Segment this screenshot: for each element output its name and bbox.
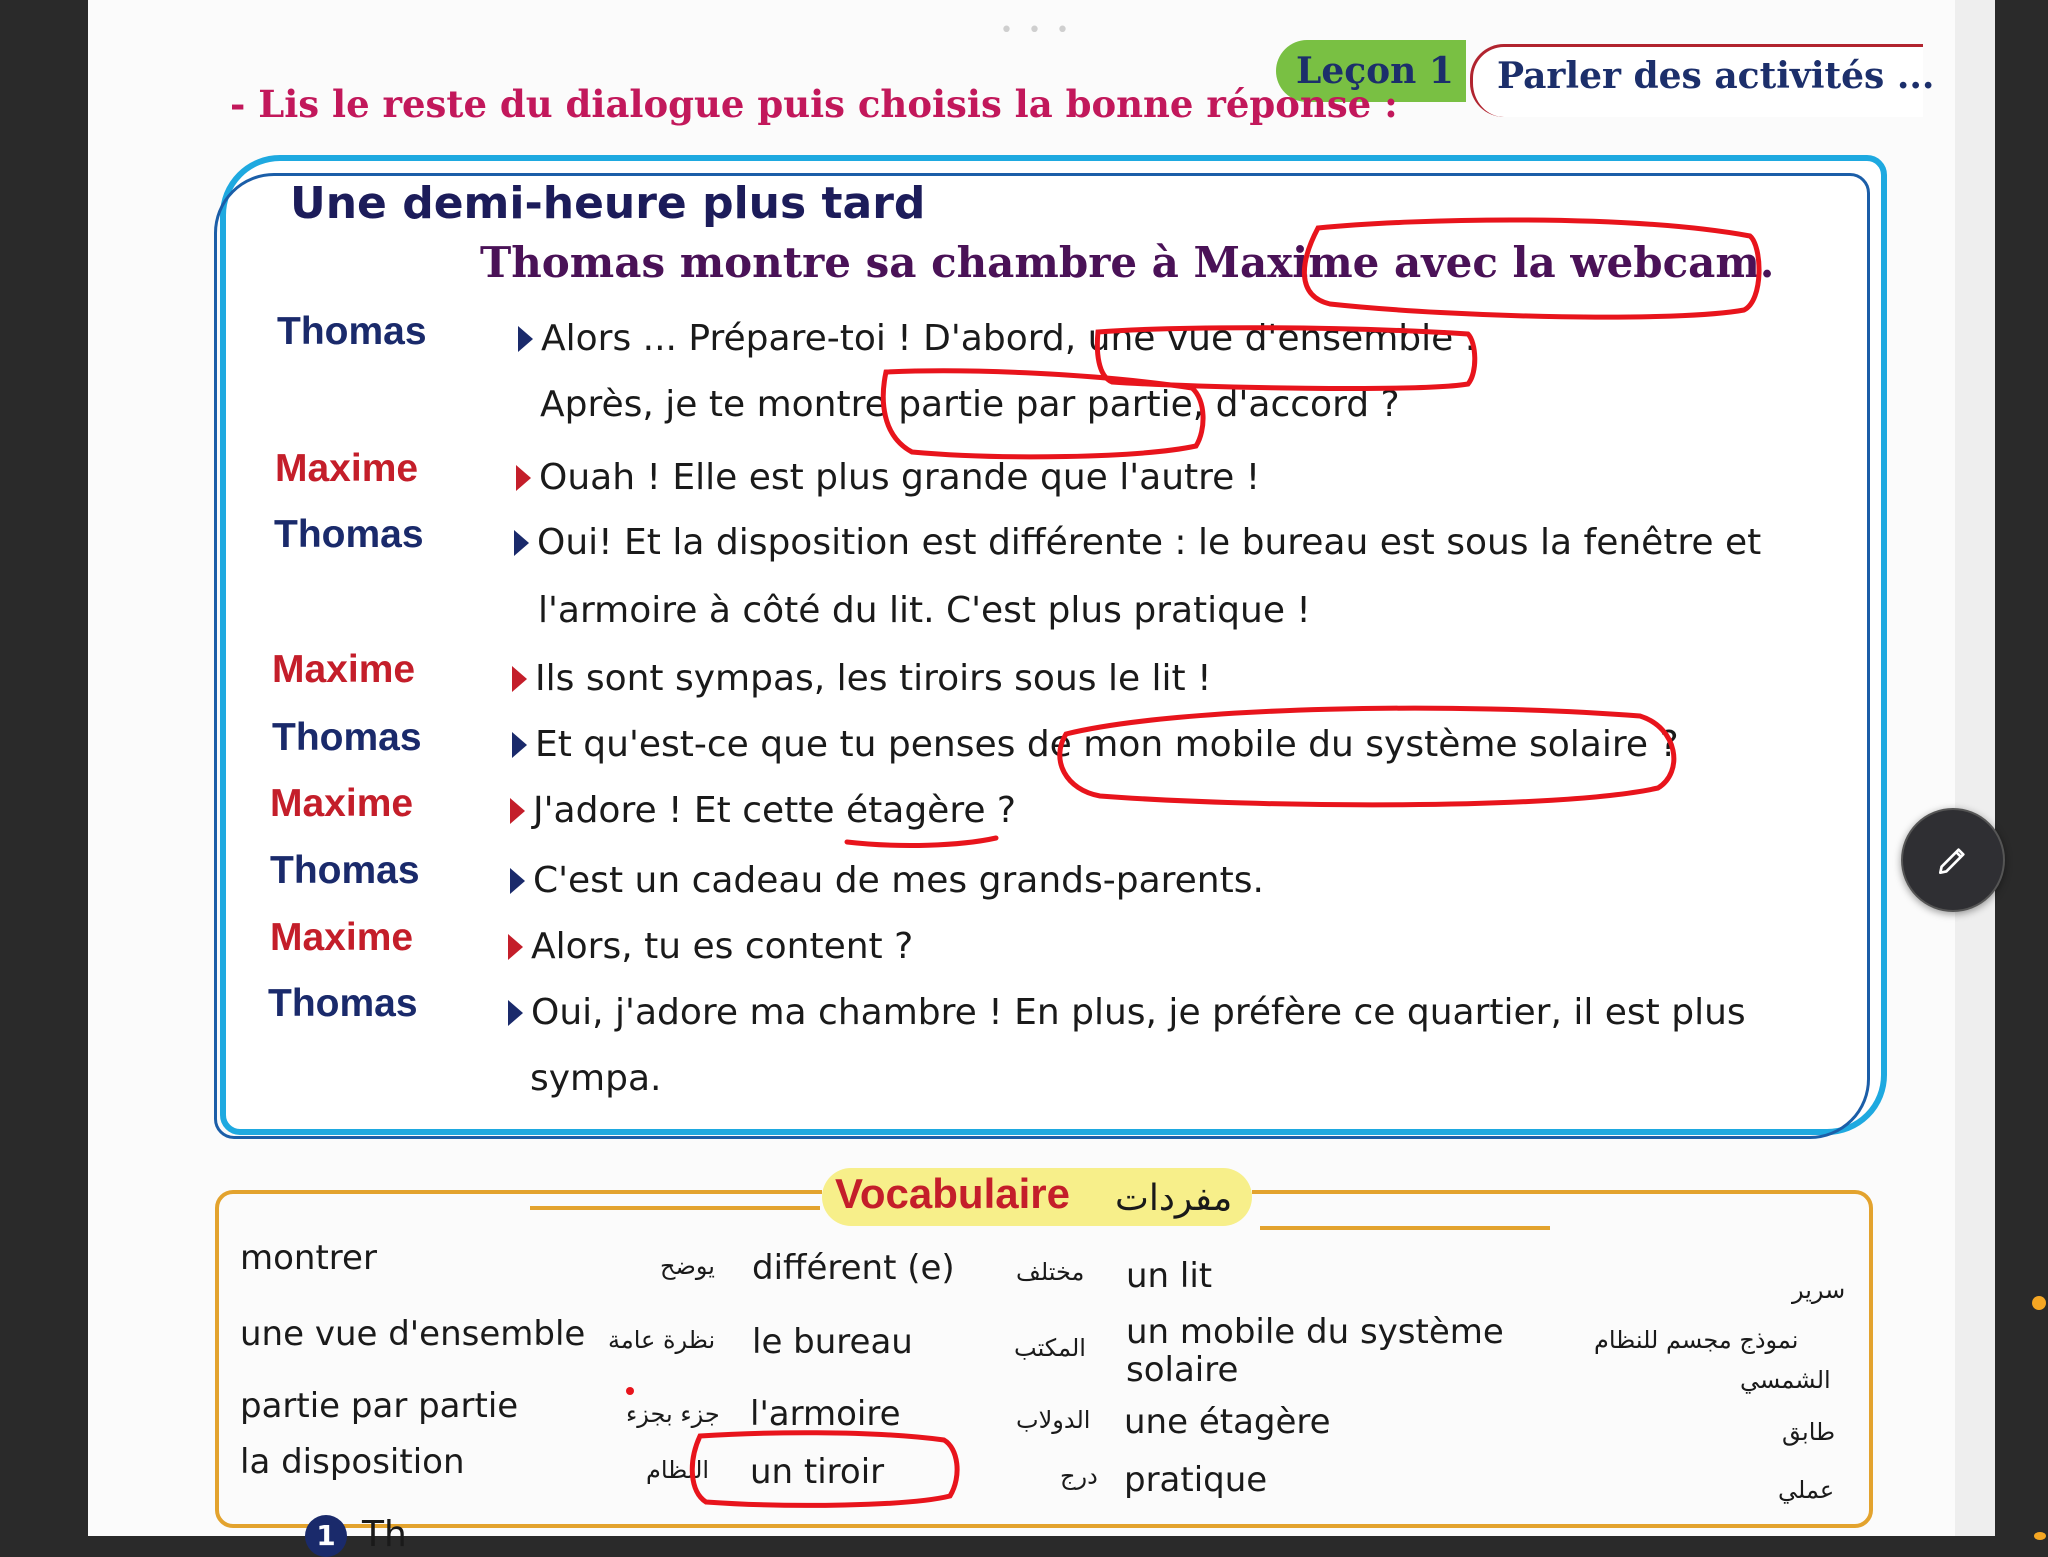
vocab-translation: عملي <box>1778 1476 1835 1504</box>
vocab-term: montrer <box>240 1238 377 1278</box>
scene-subtitle: Thomas montre sa chambre à Maxime avec la webcam. <box>480 238 1775 287</box>
vocab-term: une étagère <box>1124 1402 1331 1442</box>
dialogue-line: Ils sont sympas, les tiroirs sous le lit ! <box>512 658 1212 699</box>
vocab-term: un mobile du système <box>1126 1312 1504 1352</box>
vocab-term: le bureau <box>752 1322 913 1362</box>
vocab-term: une vue d'ensemble <box>240 1314 586 1354</box>
dialogue-line-continued: l'armoire à côté du lit. C'est plus pratique ! <box>538 590 1311 631</box>
speaker-name: Thomas <box>277 310 427 353</box>
vocab-translation: مختلف <box>1016 1258 1085 1286</box>
speaker-name: Thomas <box>274 513 424 556</box>
speaker-name: Maxime <box>270 916 414 959</box>
vocab-translation: درج <box>1060 1462 1098 1490</box>
dialogue-line: Alors, tu es content ? <box>508 926 913 967</box>
speaker-marker-icon <box>518 326 533 352</box>
vocab-translation: المكتب <box>1014 1334 1086 1362</box>
speaker-marker-icon <box>514 530 529 556</box>
speaker-marker-icon <box>516 465 531 491</box>
vocab-title-arabic: مفردات <box>1115 1178 1233 1219</box>
page-edge <box>1955 0 1995 1536</box>
vocab-divider <box>1260 1226 1550 1230</box>
exercise-text: Th <box>362 1514 407 1555</box>
speaker-name: Maxime <box>275 447 419 490</box>
dialogue-line: Alors ... Prépare-toi ! D'abord, une vue d'ensemble . <box>518 318 1476 359</box>
dialogue-box <box>220 155 1887 1135</box>
vocab-term: la disposition <box>240 1442 465 1482</box>
vocab-translation: سرير <box>1792 1276 1846 1304</box>
vocab-translation-continued: الشمسي <box>1740 1366 1831 1394</box>
vocab-term-continued: solaire <box>1126 1350 1239 1390</box>
pencil-icon <box>1934 841 1972 879</box>
speaker-marker-icon <box>510 868 525 894</box>
dialogue-line-continued: sympa. <box>530 1058 662 1099</box>
vocab-translation: نظرة عامة <box>608 1326 716 1354</box>
dialogue-line: J'adore ! Et cette étagère ? <box>510 790 1016 831</box>
scene-title: Une demi-heure plus tard <box>290 178 926 229</box>
dialogue-line: Ouah ! Elle est plus grande que l'autre ! <box>516 457 1260 498</box>
dialogue-line: C'est un cadeau de mes grands-parents. <box>510 860 1264 901</box>
speaker-name: Thomas <box>270 849 420 892</box>
vocab-translation: النظام <box>646 1456 710 1484</box>
status-dot <box>2034 1532 2046 1540</box>
speaker-name: Maxime <box>272 648 416 691</box>
vocab-translation: يوضح <box>660 1252 715 1280</box>
vocab-translation: الدولاب <box>1016 1406 1091 1434</box>
vocab-divider <box>530 1206 820 1210</box>
lesson-title-tab <box>1470 44 1935 117</box>
speaker-name: Thomas <box>268 982 418 1025</box>
vocab-translation: طابق <box>1782 1418 1836 1446</box>
speaker-name: Maxime <box>270 782 414 825</box>
dialogue-line-continued: Après, je te montre partie par partie, d'accord ? <box>540 384 1400 425</box>
vocab-term: l'armoire <box>750 1394 901 1434</box>
vocab-translation: جزء بجزء <box>626 1400 720 1428</box>
speaker-marker-icon <box>508 934 523 960</box>
speaker-marker-icon <box>510 798 525 824</box>
instruction-text: - Lis le reste du dialogue puis choisis la bonne réponse : <box>230 82 1398 126</box>
vocab-term: pratique <box>1124 1460 1268 1500</box>
speaker-marker-icon <box>508 1000 523 1026</box>
dialogue-line: Et qu'est-ce que tu penses de mon mobile du système solaire ? <box>512 724 1679 765</box>
vocab-term: partie par partie <box>240 1386 519 1426</box>
lesson-label: Leçon 1 <box>1296 50 1454 92</box>
vocab-title: Vocabulaire <box>835 1170 1070 1217</box>
status-dot <box>2032 1296 2046 1310</box>
lesson-title: Parler des activités ... <box>1497 55 1935 97</box>
exercise-number-badge: 1 <box>305 1515 347 1557</box>
speaker-marker-icon <box>512 732 527 758</box>
vocab-term: un lit <box>1126 1256 1213 1296</box>
edit-button[interactable] <box>1901 808 2005 912</box>
dialogue-line: Oui, j'adore ma chambre ! En plus, je préfère ce quartier, il est plus <box>508 992 1746 1033</box>
dialogue-line: Oui! Et la disposition est différente : le bureau est sous la fenêtre et <box>514 522 1761 563</box>
drag-handle-dots[interactable]: • • • <box>1000 18 1073 43</box>
speaker-name: Thomas <box>272 716 422 759</box>
speaker-marker-icon <box>512 666 527 692</box>
vocab-term: différent (e) <box>752 1248 955 1288</box>
vocab-translation: نموذج مجسم للنظام <box>1594 1326 1799 1354</box>
vocab-term: un tiroir <box>750 1452 885 1492</box>
